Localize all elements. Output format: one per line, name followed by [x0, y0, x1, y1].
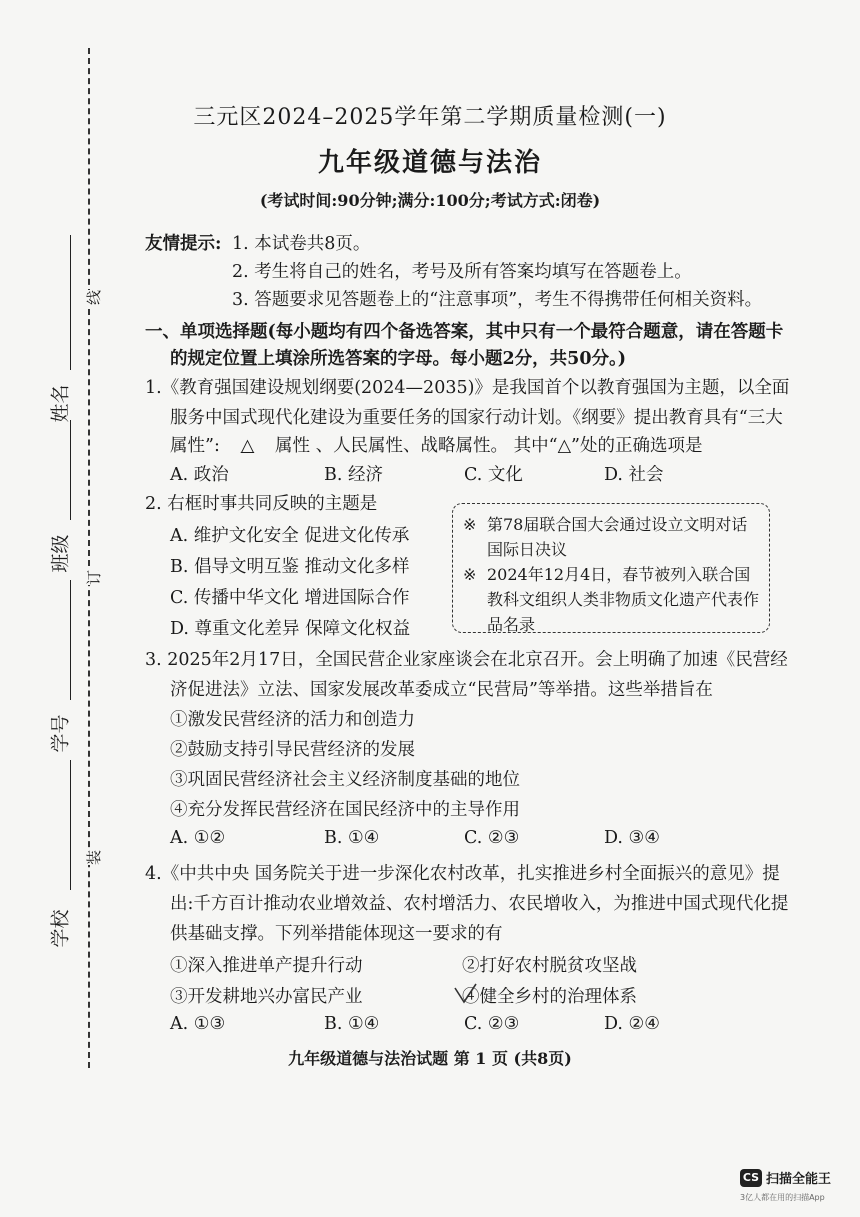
section-heading-line1: 一、单项选择题(每小题均有四个备选答案，其中只有一个最符合题意，请在答题卡 [145, 322, 784, 342]
scanner-tagline: 3亿人都在用的扫描App [740, 1193, 825, 1202]
q2-box-item-1 [463, 512, 759, 562]
q4-item-3: ③开发耕地兴办富民产业 [170, 987, 363, 1007]
q2-box-text-1: 第78届联合国大会通过设立文明对话国际日决议 [487, 515, 748, 559]
q2-option-d[interactable]: D. 尊重文化差异 保障文化权益 [170, 619, 411, 639]
tips-label: 友情提示: [145, 234, 222, 254]
tip-item-1: 1. 本试卷共8页。 [232, 234, 371, 254]
q2-option-c[interactable]: C. 传播中华文化 增进国际合作 [170, 588, 410, 608]
q2-box-text-2: 2024年12月4日，春节被列入联合国教科文组织人类非物质文化遗产代表作品名录 [487, 565, 760, 634]
q1-stem-line3-post: 属性 、人民属性、战略属性。 其中“△”处的正确选项是 [275, 436, 703, 456]
q4-item-1: ①深入推进单产提升行动 [170, 956, 363, 976]
tip-item-3: 3. 答题要求见答题卷上的“注意事项”，考生不得携带任何相关资料。 [232, 290, 763, 310]
school-label: 学校 [49, 909, 72, 948]
cs-logo-icon: CS [740, 1169, 762, 1187]
handwritten-check-icon [452, 980, 478, 1006]
q1-stem-line2: 服务中国式现代化建设为重要任务的国家行动计划。《纲要》提出教育具有“三大 [170, 408, 783, 428]
q4-option-d[interactable]: D. ②④ [604, 1014, 660, 1034]
q3-option-d[interactable]: D. ③④ [604, 828, 660, 848]
q3-item-3: ③巩固民营经济社会主义经济制度基础的地位 [170, 770, 520, 790]
q1-option-b[interactable]: B. 经济 [324, 465, 383, 485]
q3-item-1: ①激发民营经济的活力和创造力 [170, 710, 415, 730]
id-field-line[interactable] [70, 580, 71, 700]
name-field-line[interactable] [70, 235, 71, 370]
q3-stem-line1: 3. 2025年2月17日，全国民营企业家座谈会在北京召开。会上明确了加速《民营经 [145, 650, 788, 670]
q3-option-b[interactable]: B. ①④ [324, 828, 380, 848]
q2-box-item-2 [463, 562, 759, 637]
exam-info: (考试时间:90分钟;满分:100分;考试方式:闭卷) [259, 191, 601, 210]
q4-stem-line1: 4.《中共中央 国务院关于进一步深化农村改革，扎实推进乡村全面振兴的意见》提 [145, 864, 780, 884]
q4-option-b[interactable]: B. ①④ [324, 1014, 380, 1034]
cut-word-zhuang: 装 [81, 850, 106, 865]
reference-mark-icon: ※ [463, 565, 477, 584]
reference-mark-icon: ※ [463, 515, 477, 534]
q3-options [170, 828, 660, 848]
q2-news-box [452, 503, 770, 633]
name-label: 姓名 [49, 384, 72, 423]
q4-stem-line2: 出:千方百计推动农业增效益、农村增活力、农民增收入，为推进中国式现代化提 [170, 894, 789, 914]
q4-stem-line3: 供基础支撑。下列举措能体现这一要求的有 [170, 924, 503, 944]
q1-stem-line1: 1.《教育强国建设规划纲要(2024—2035)》是我国首个以教育强国为主题，以全面 [145, 378, 790, 398]
scanner-app-name: 扫描全能王 [766, 1172, 832, 1187]
q1-options [170, 461, 664, 486]
q4-option-c[interactable]: C. ②③ [464, 1014, 520, 1034]
scanner-logo [740, 1168, 831, 1187]
page-footer: 九年级道德与法治试题 第 1 页 (共8页) [288, 1049, 572, 1068]
exam-title: 三元区2024–2025学年第二学期质量检测(一) [193, 105, 667, 130]
q3-item-4: ④充分发挥民营经济在国民经济中的主导作用 [170, 800, 520, 820]
q2-option-b[interactable]: B. 倡导文明互鉴 推动文化多样 [170, 557, 410, 577]
q1-option-d[interactable]: D. 社会 [604, 465, 664, 485]
q4-item-4: ④健全乡村的治理体系 [462, 987, 637, 1007]
q1-option-c[interactable]: C. 文化 [464, 465, 523, 485]
q4-options [170, 1014, 660, 1034]
q1-stem-line3 [170, 432, 702, 457]
q4-option-a[interactable]: A. ①③ [170, 1014, 226, 1034]
school-field-line[interactable] [70, 760, 71, 890]
id-label: 学号 [49, 714, 72, 753]
section-heading-line2: 的规定位置上填涂所选答案的字母。每小题2分，共50分。) [170, 349, 627, 369]
class-field-line[interactable] [70, 420, 71, 520]
cut-word-line: 线 [81, 290, 106, 305]
q1-option-a[interactable]: A. 政治 [170, 465, 229, 485]
q3-option-c[interactable]: C. ②③ [464, 828, 520, 848]
class-label: 班级 [49, 534, 72, 573]
q3-stem-line2: 济促进法》立法、国家发展改革委成立“民营局”等举措。这些举措旨在 [170, 680, 713, 700]
q3-item-2: ②鼓励支持引导民营经济的发展 [170, 740, 415, 760]
subject-title: 九年级道德与法治 [317, 148, 542, 178]
q1-stem-line3-pre: 属性”: [170, 436, 220, 456]
q3-option-a[interactable]: A. ①② [170, 828, 226, 848]
cut-word-ding: 订 [81, 570, 106, 585]
q2-stem: 2. 右框时事共同反映的主题是 [145, 494, 378, 514]
q4-item-2: ②打好农村脱贫攻坚战 [462, 956, 637, 976]
q1-blank: △ [240, 436, 255, 456]
tip-item-2: 2. 考生将自己的姓名，考号及所有答案均填写在答题卷上。 [232, 262, 692, 282]
q2-option-a[interactable]: A. 维护文化安全 促进文化传承 [170, 526, 410, 546]
